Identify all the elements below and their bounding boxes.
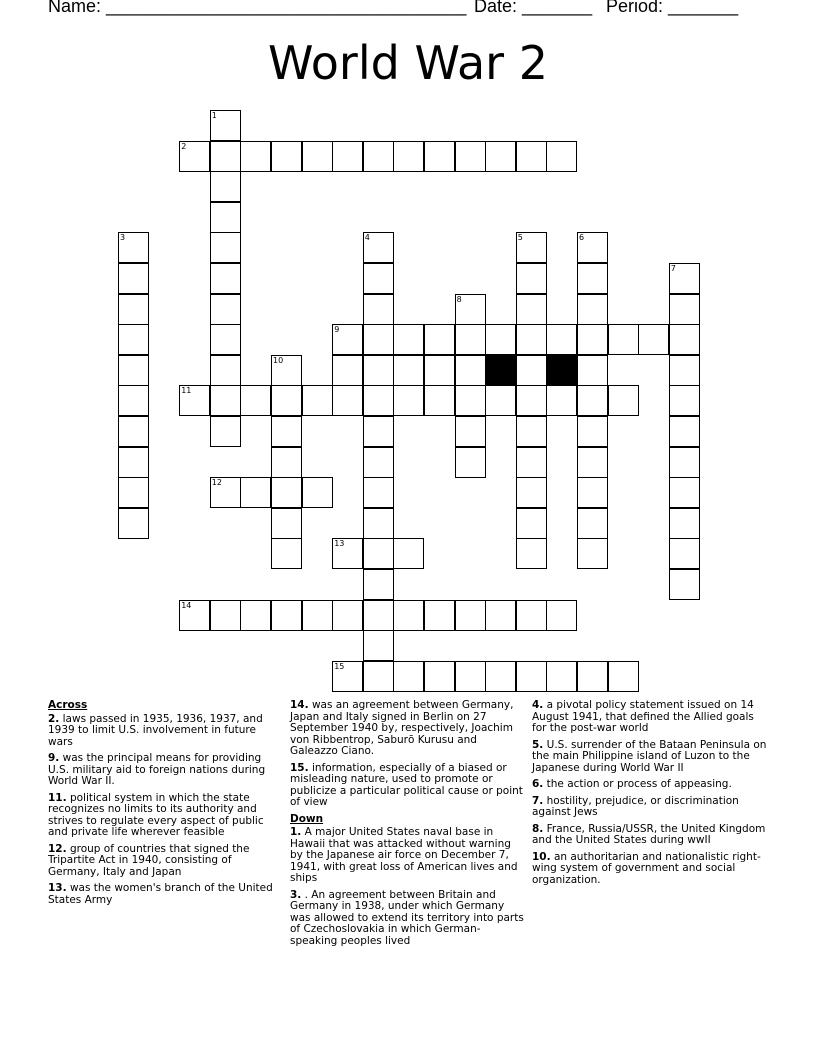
- crossword-cell[interactable]: [240, 477, 271, 508]
- crossword-cell[interactable]: [455, 447, 486, 478]
- crossword-cell[interactable]: [516, 447, 547, 478]
- crossword-cell[interactable]: [363, 355, 394, 386]
- clue-number-label: 4: [364, 233, 370, 243]
- crossword-cell[interactable]: [210, 232, 241, 263]
- crossword-cell[interactable]: [302, 477, 333, 508]
- crossword-cell[interactable]: [546, 600, 577, 631]
- crossword-cell[interactable]: [363, 630, 394, 661]
- crossword-cell[interactable]: [546, 661, 577, 692]
- crossword-cell[interactable]: [393, 385, 424, 416]
- crossword-cell[interactable]: [516, 508, 547, 539]
- clue-across-2: 2. laws passed in 1935, 1936, 1937, and 1939 to limit U.S. involvement in future wars: [48, 712, 263, 748]
- clue-down-1: 1. A major United States naval base in Hawaii that was attacked without warning by the Japanese air force on December 7, 1941, with great loss of American lives and ships: [290, 826, 518, 884]
- crossword-cell[interactable]: [393, 355, 424, 386]
- clue-number-label: 13: [334, 539, 345, 549]
- crossword-cell[interactable]: [424, 324, 455, 355]
- crossword-cell[interactable]: [516, 355, 547, 386]
- crossword-cell[interactable]: [118, 447, 149, 478]
- crossword-cell[interactable]: [363, 569, 394, 600]
- crossword-cell[interactable]: [608, 324, 639, 355]
- crossword-cell[interactable]: [302, 141, 333, 172]
- crossword-cell[interactable]: [363, 661, 394, 692]
- crossword-cell[interactable]: [271, 508, 302, 539]
- crossword-cell[interactable]: [669, 508, 700, 539]
- clue-down-5: 5. U.S. surrender of the Bataan Peninsula on the main Philippine island of Luzon to the Japanese during World War II: [532, 738, 767, 774]
- crossword-cell[interactable]: [516, 661, 547, 692]
- black-cell: [485, 355, 516, 386]
- crossword-cell[interactable]: [455, 385, 486, 416]
- crossword-cell[interactable]: [210, 324, 241, 355]
- black-cell: [546, 355, 577, 386]
- crossword-cell[interactable]: [210, 385, 241, 416]
- clue-number-label: 7: [670, 264, 676, 273]
- crossword-cell[interactable]: [210, 416, 241, 447]
- clue-number-label: 10: [273, 355, 284, 365]
- clue-number-label: 6: [579, 233, 585, 243]
- clue-down-3: 3. . An agreement between Britain and Germany in 1938, under which Germany was allowed to extend its territory into parts of Czechoslovakia in which German-speaking peoples lived: [290, 888, 524, 947]
- crossword-cell[interactable]: [669, 385, 700, 416]
- clue-number-label: 8: [456, 294, 462, 304]
- clue-number-label: 12: [211, 478, 222, 488]
- crossword-cell[interactable]: [516, 538, 547, 569]
- crossword-cell[interactable]: [577, 324, 608, 355]
- clue-column-3: [532, 700, 768, 891]
- clue-across-15: 15. information, especially of a biased or misleading nature, used to promote or publicize a particular political cause or point of view: [290, 761, 523, 808]
- crossword-cell[interactable]: [577, 385, 608, 416]
- crossword-cell[interactable]: [669, 447, 700, 478]
- crossword-cell[interactable]: [669, 324, 700, 355]
- crossword-cell[interactable]: [669, 294, 700, 325]
- crossword-cell[interactable]: [363, 447, 394, 478]
- crossword-cell[interactable]: [393, 600, 424, 631]
- clue-across-9: 9. was the principal means for providing U.S. military aid to foreign nations during World War II.: [48, 752, 266, 787]
- crossword-cell[interactable]: [363, 141, 394, 172]
- crossword-cell[interactable]: [393, 324, 424, 355]
- crossword-cell[interactable]: [210, 171, 241, 202]
- crossword-cell[interactable]: [240, 141, 271, 172]
- crossword-cell[interactable]: [455, 355, 486, 386]
- crossword-cell[interactable]: [516, 477, 547, 508]
- clue-across-11: 11. political system in which the state recognizes no limits to its authority and strives to regulate every aspect of public and private life wherever feasible: [48, 791, 264, 838]
- crossword-cell[interactable]: [546, 324, 577, 355]
- crossword-cell[interactable]: [516, 263, 547, 294]
- crossword-cell[interactable]: [393, 141, 424, 172]
- clue-number-label: 2: [181, 141, 187, 151]
- clue-number-label: 1: [211, 111, 217, 120]
- crossword-cell[interactable]: [577, 538, 608, 569]
- crossword-cell[interactable]: [516, 385, 547, 416]
- crossword-cell[interactable]: [210, 202, 241, 233]
- crossword-cell[interactable]: [363, 324, 394, 355]
- clue-down-8: 8. France, Russia/USSR, the United Kingdom and the United States during wwII: [532, 822, 766, 846]
- crossword-cell[interactable]: [577, 355, 608, 386]
- crossword-cell[interactable]: [271, 600, 302, 631]
- crossword-cell[interactable]: [118, 324, 149, 355]
- crossword-cell[interactable]: [669, 355, 700, 386]
- crossword-cell[interactable]: [363, 385, 394, 416]
- crossword-cell[interactable]: [393, 661, 424, 692]
- crossword-cell[interactable]: [363, 538, 394, 569]
- crossword-cell[interactable]: [424, 355, 455, 386]
- crossword-cell[interactable]: [210, 355, 241, 386]
- crossword-cell[interactable]: [608, 385, 639, 416]
- crossword-cell[interactable]: [485, 600, 516, 631]
- crossword-cell[interactable]: [455, 661, 486, 692]
- crossword-cell[interactable]: [210, 141, 241, 172]
- crossword-cell[interactable]: [424, 385, 455, 416]
- crossword-cell[interactable]: [485, 385, 516, 416]
- crossword-cell[interactable]: [577, 294, 608, 325]
- clue-number-label: 14: [181, 600, 192, 610]
- crossword-cell[interactable]: [669, 477, 700, 508]
- crossword-cell[interactable]: [118, 355, 149, 386]
- crossword-cell[interactable]: [118, 416, 149, 447]
- crossword-cell[interactable]: [118, 294, 149, 325]
- crossword-cell[interactable]: [638, 324, 669, 355]
- crossword-cell[interactable]: [332, 385, 363, 416]
- crossword-cell[interactable]: [210, 263, 241, 294]
- crossword-cell[interactable]: [271, 416, 302, 447]
- down-heading: Down: [290, 812, 324, 825]
- clue-column-2: [290, 700, 526, 952]
- crossword-cell[interactable]: [669, 538, 700, 569]
- crossword-cell[interactable]: [455, 600, 486, 631]
- crossword-cell[interactable]: [363, 416, 394, 447]
- clue-number-label: 3: [120, 233, 126, 243]
- crossword-cell[interactable]: [485, 324, 516, 355]
- crossword-cell[interactable]: [240, 385, 271, 416]
- crossword-cell[interactable]: [424, 661, 455, 692]
- crossword-cell[interactable]: [577, 447, 608, 478]
- crossword-cell[interactable]: [118, 477, 149, 508]
- crossword-cell[interactable]: [363, 263, 394, 294]
- clue-number-label: 11: [181, 386, 192, 396]
- crossword-cell[interactable]: [577, 416, 608, 447]
- period-field[interactable]: Period: _______: [606, 0, 739, 16]
- clue-number-label: 9: [334, 325, 340, 335]
- crossword-cell[interactable]: [516, 600, 547, 631]
- crossword-cell[interactable]: [332, 355, 363, 386]
- date-field[interactable]: Date: _______: [474, 0, 593, 16]
- crossword-cell[interactable]: [577, 477, 608, 508]
- crossword-cell[interactable]: [118, 263, 149, 294]
- crossword-cell[interactable]: [332, 141, 363, 172]
- crossword-cell[interactable]: [271, 477, 302, 508]
- crossword-cell[interactable]: [516, 416, 547, 447]
- page-title: World War 2: [268, 36, 548, 90]
- crossword-cell[interactable]: [271, 385, 302, 416]
- crossword-cell[interactable]: [608, 661, 639, 692]
- crossword-cell[interactable]: [271, 447, 302, 478]
- clue-across-13: 13. was the women's branch of the United States Army: [48, 882, 273, 906]
- crossword-cell[interactable]: [210, 294, 241, 325]
- crossword-cell[interactable]: [118, 508, 149, 539]
- crossword-cell[interactable]: [455, 324, 486, 355]
- crossword-cell[interactable]: [302, 600, 333, 631]
- crossword-cell[interactable]: [393, 538, 424, 569]
- crossword-cell[interactable]: [455, 416, 486, 447]
- crossword-cell[interactable]: [271, 538, 302, 569]
- clue-number-label: 5: [517, 233, 523, 243]
- crossword-cell[interactable]: [332, 600, 363, 631]
- crossword-cell[interactable]: [546, 141, 577, 172]
- crossword-cell[interactable]: [424, 600, 455, 631]
- clue-down-6: 6. the action or process of appeasing.: [532, 778, 732, 790]
- crossword-cell[interactable]: [516, 324, 547, 355]
- crossword-cell[interactable]: [485, 141, 516, 172]
- crossword-cell[interactable]: [669, 416, 700, 447]
- crossword-cell[interactable]: [546, 385, 577, 416]
- crossword-cell[interactable]: [210, 600, 241, 631]
- clue-number-label: 15: [334, 661, 345, 671]
- crossword-cell[interactable]: [577, 263, 608, 294]
- crossword-cell[interactable]: [363, 477, 394, 508]
- crossword-cell[interactable]: [363, 508, 394, 539]
- crossword-cell[interactable]: [363, 600, 394, 631]
- clue-across-12: 12. group of countries that signed the Tripartite Act in 1940, consisting of Germany, Italy and Japan: [48, 842, 250, 878]
- clue-down-10: 10. an authoritarian and nationalistic right-wing system of government and social organization.: [532, 850, 761, 886]
- crossword-cell[interactable]: [669, 569, 700, 600]
- clue-column-1: [48, 700, 280, 911]
- crossword-cell[interactable]: [516, 141, 547, 172]
- crossword-cell[interactable]: [577, 661, 608, 692]
- crossword-cell[interactable]: [424, 141, 455, 172]
- clue-down-4: 4. a pivotal policy statement issued on 14 August 1941, that defined the Allied goals for the post-war world: [532, 699, 754, 734]
- crossword-cell[interactable]: [516, 294, 547, 325]
- crossword-cell[interactable]: [577, 508, 608, 539]
- crossword-cell[interactable]: [302, 385, 333, 416]
- crossword-cell[interactable]: [363, 294, 394, 325]
- clue-across-14: 14. was an agreement between Germany, Japan and Italy signed in Berlin on 27 September 1940 by, respectively, Joachim von Ribbentrop, Saburō Kurusu and Galeazzo Ciano.: [290, 699, 514, 757]
- crossword-cell[interactable]: [485, 661, 516, 692]
- crossword-cell[interactable]: [118, 385, 149, 416]
- name-field[interactable]: Name: ____________________________________: [48, 0, 467, 16]
- clue-down-7: 7. hostility, prejudice, or discrimination against Jews: [532, 794, 739, 818]
- crossword-cell[interactable]: [455, 141, 486, 172]
- across-heading: Across: [48, 699, 88, 711]
- crossword-cell[interactable]: [240, 600, 271, 631]
- crossword-cell[interactable]: [271, 141, 302, 172]
